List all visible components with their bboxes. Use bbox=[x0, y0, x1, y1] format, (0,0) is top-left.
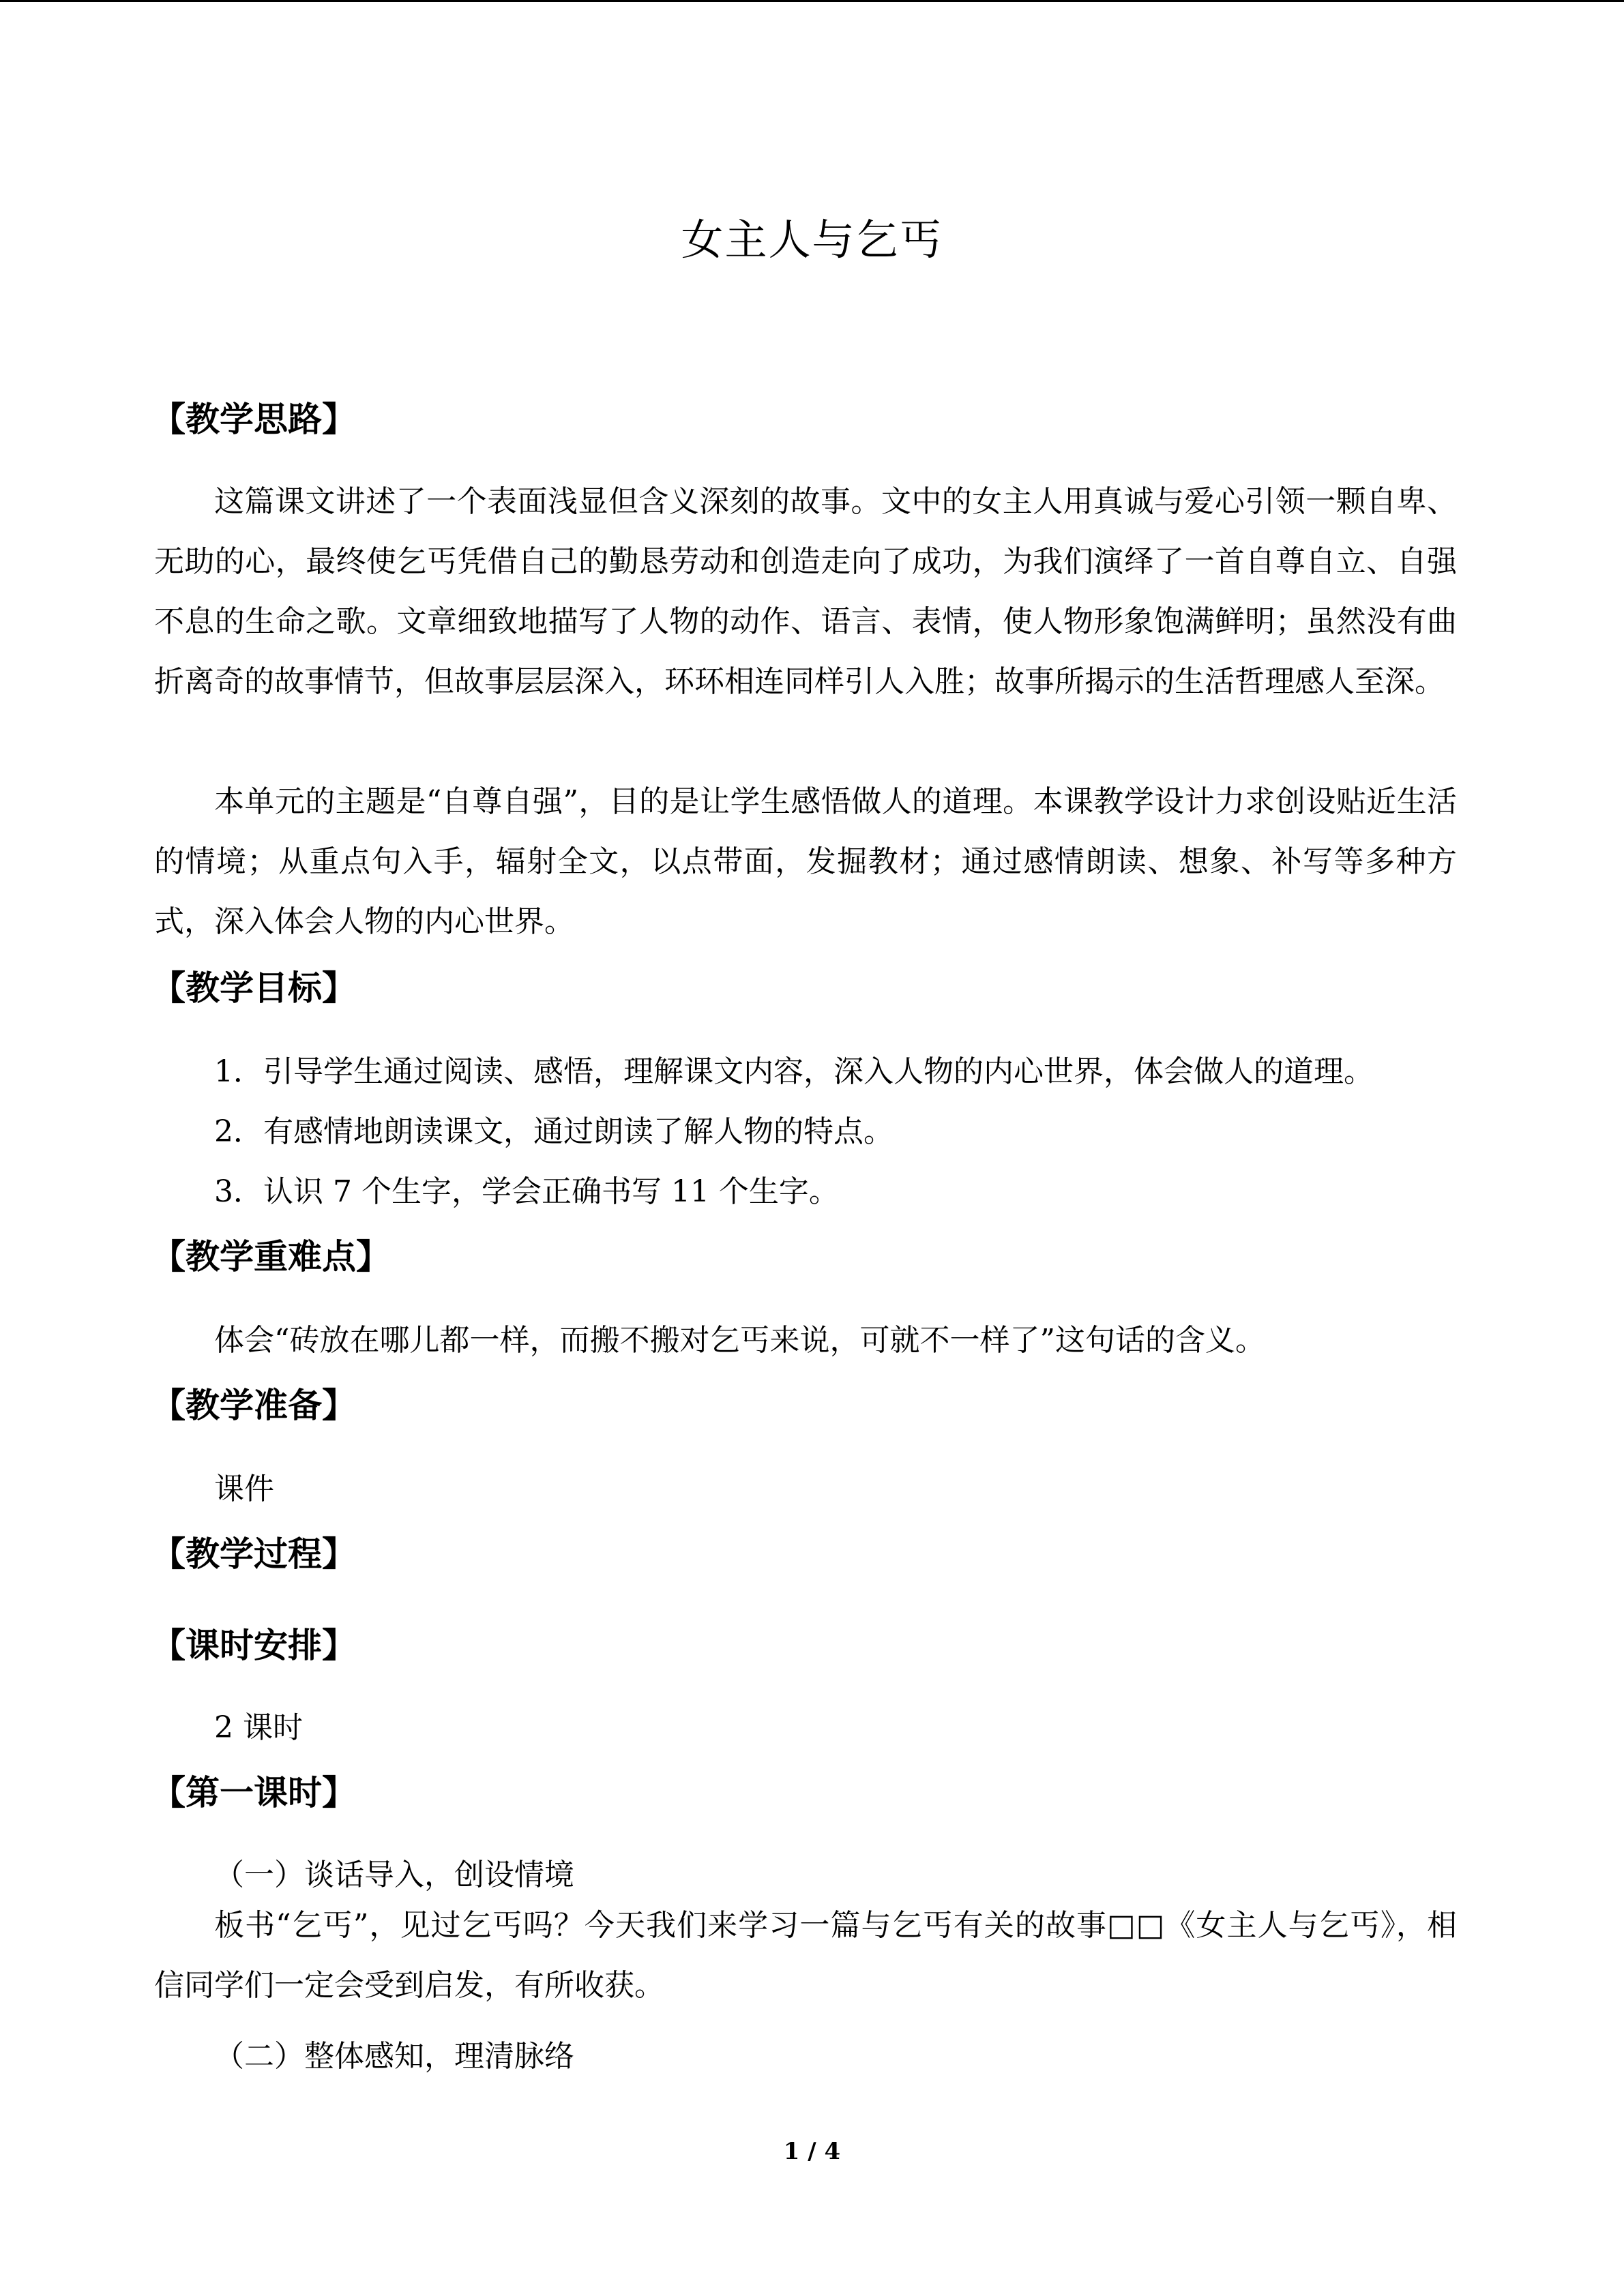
schedule-text: 2 课时 bbox=[214, 1710, 303, 1745]
heading-schedule: 【课时安排】 bbox=[151, 1626, 356, 1665]
goal-item: 1．引导学生通过阅读、感悟，理解课文内容，深入人物的内心世界，体会做人的道理。 bbox=[214, 1054, 1374, 1089]
step-heading: （一）谈话导入，创设情境 bbox=[214, 1858, 574, 1892]
preparation-text: 课件 bbox=[214, 1472, 274, 1506]
paragraph-approach-1: 这篇课文讲述了一个表面浅显但含义深刻的故事。文中的女主人用真诚与爱心引领一颗自卑、无助的心，最终使乞丐凭借自己的勤恳劳动和创造走向了成功，为我们演绎了一首自尊自立、自强不息的生命之歌。文章细致地描写了人物的动作、语言、表情，使人物形象饱满鲜明；虽然没有曲折离奇的故事情节，但故事层层深入，环环相连同样引人入胜；故事所揭示的生活哲理感人至深。 bbox=[154, 484, 1457, 699]
document-title: 女主人与乞丐 bbox=[681, 215, 943, 265]
goal-item: 3．认识 7 个生字，学会正确书写 11 个生字。 bbox=[214, 1174, 839, 1209]
heading-process: 【教学过程】 bbox=[151, 1534, 356, 1574]
step-heading: （二）整体感知，理清脉络 bbox=[214, 2039, 574, 2074]
paragraph-approach-2: 本单元的主题是“自尊自强”，目的是让学生感悟做人的道理。本课教学设计力求创设贴近生活的情境；从重点句入手，辐射全文，以点带面，发掘教材；通过感情朗读、想象、补写等多种方式，深入体会人物的内心世界。 bbox=[154, 784, 1457, 939]
heading-preparation: 【教学准备】 bbox=[151, 1386, 356, 1425]
heading-teaching-goals: 【教学目标】 bbox=[151, 968, 356, 1008]
key-points-text: 体会“砖放在哪儿都一样，而搬不搬对乞丐来说，可就不一样了”这句话的含义。 bbox=[214, 1323, 1265, 1358]
heading-first-lesson: 【第一课时】 bbox=[151, 1773, 356, 1813]
paragraph-lesson-intro: 板书“乞丐”，见过乞丐吗？今天我们来学习一篇与乞丐有关的故事□□《女主人与乞丐》，相信同学们一定会受到启发，有所收获。 bbox=[154, 1908, 1457, 2003]
top-border-line bbox=[0, 0, 1624, 2]
heading-teaching-approach: 【教学思路】 bbox=[151, 400, 356, 439]
goal-item: 2．有感情地朗读课文，通过朗读了解人物的特点。 bbox=[214, 1114, 894, 1149]
page-number: 1 / 4 bbox=[783, 2138, 841, 2165]
heading-key-points: 【教学重难点】 bbox=[151, 1237, 390, 1277]
